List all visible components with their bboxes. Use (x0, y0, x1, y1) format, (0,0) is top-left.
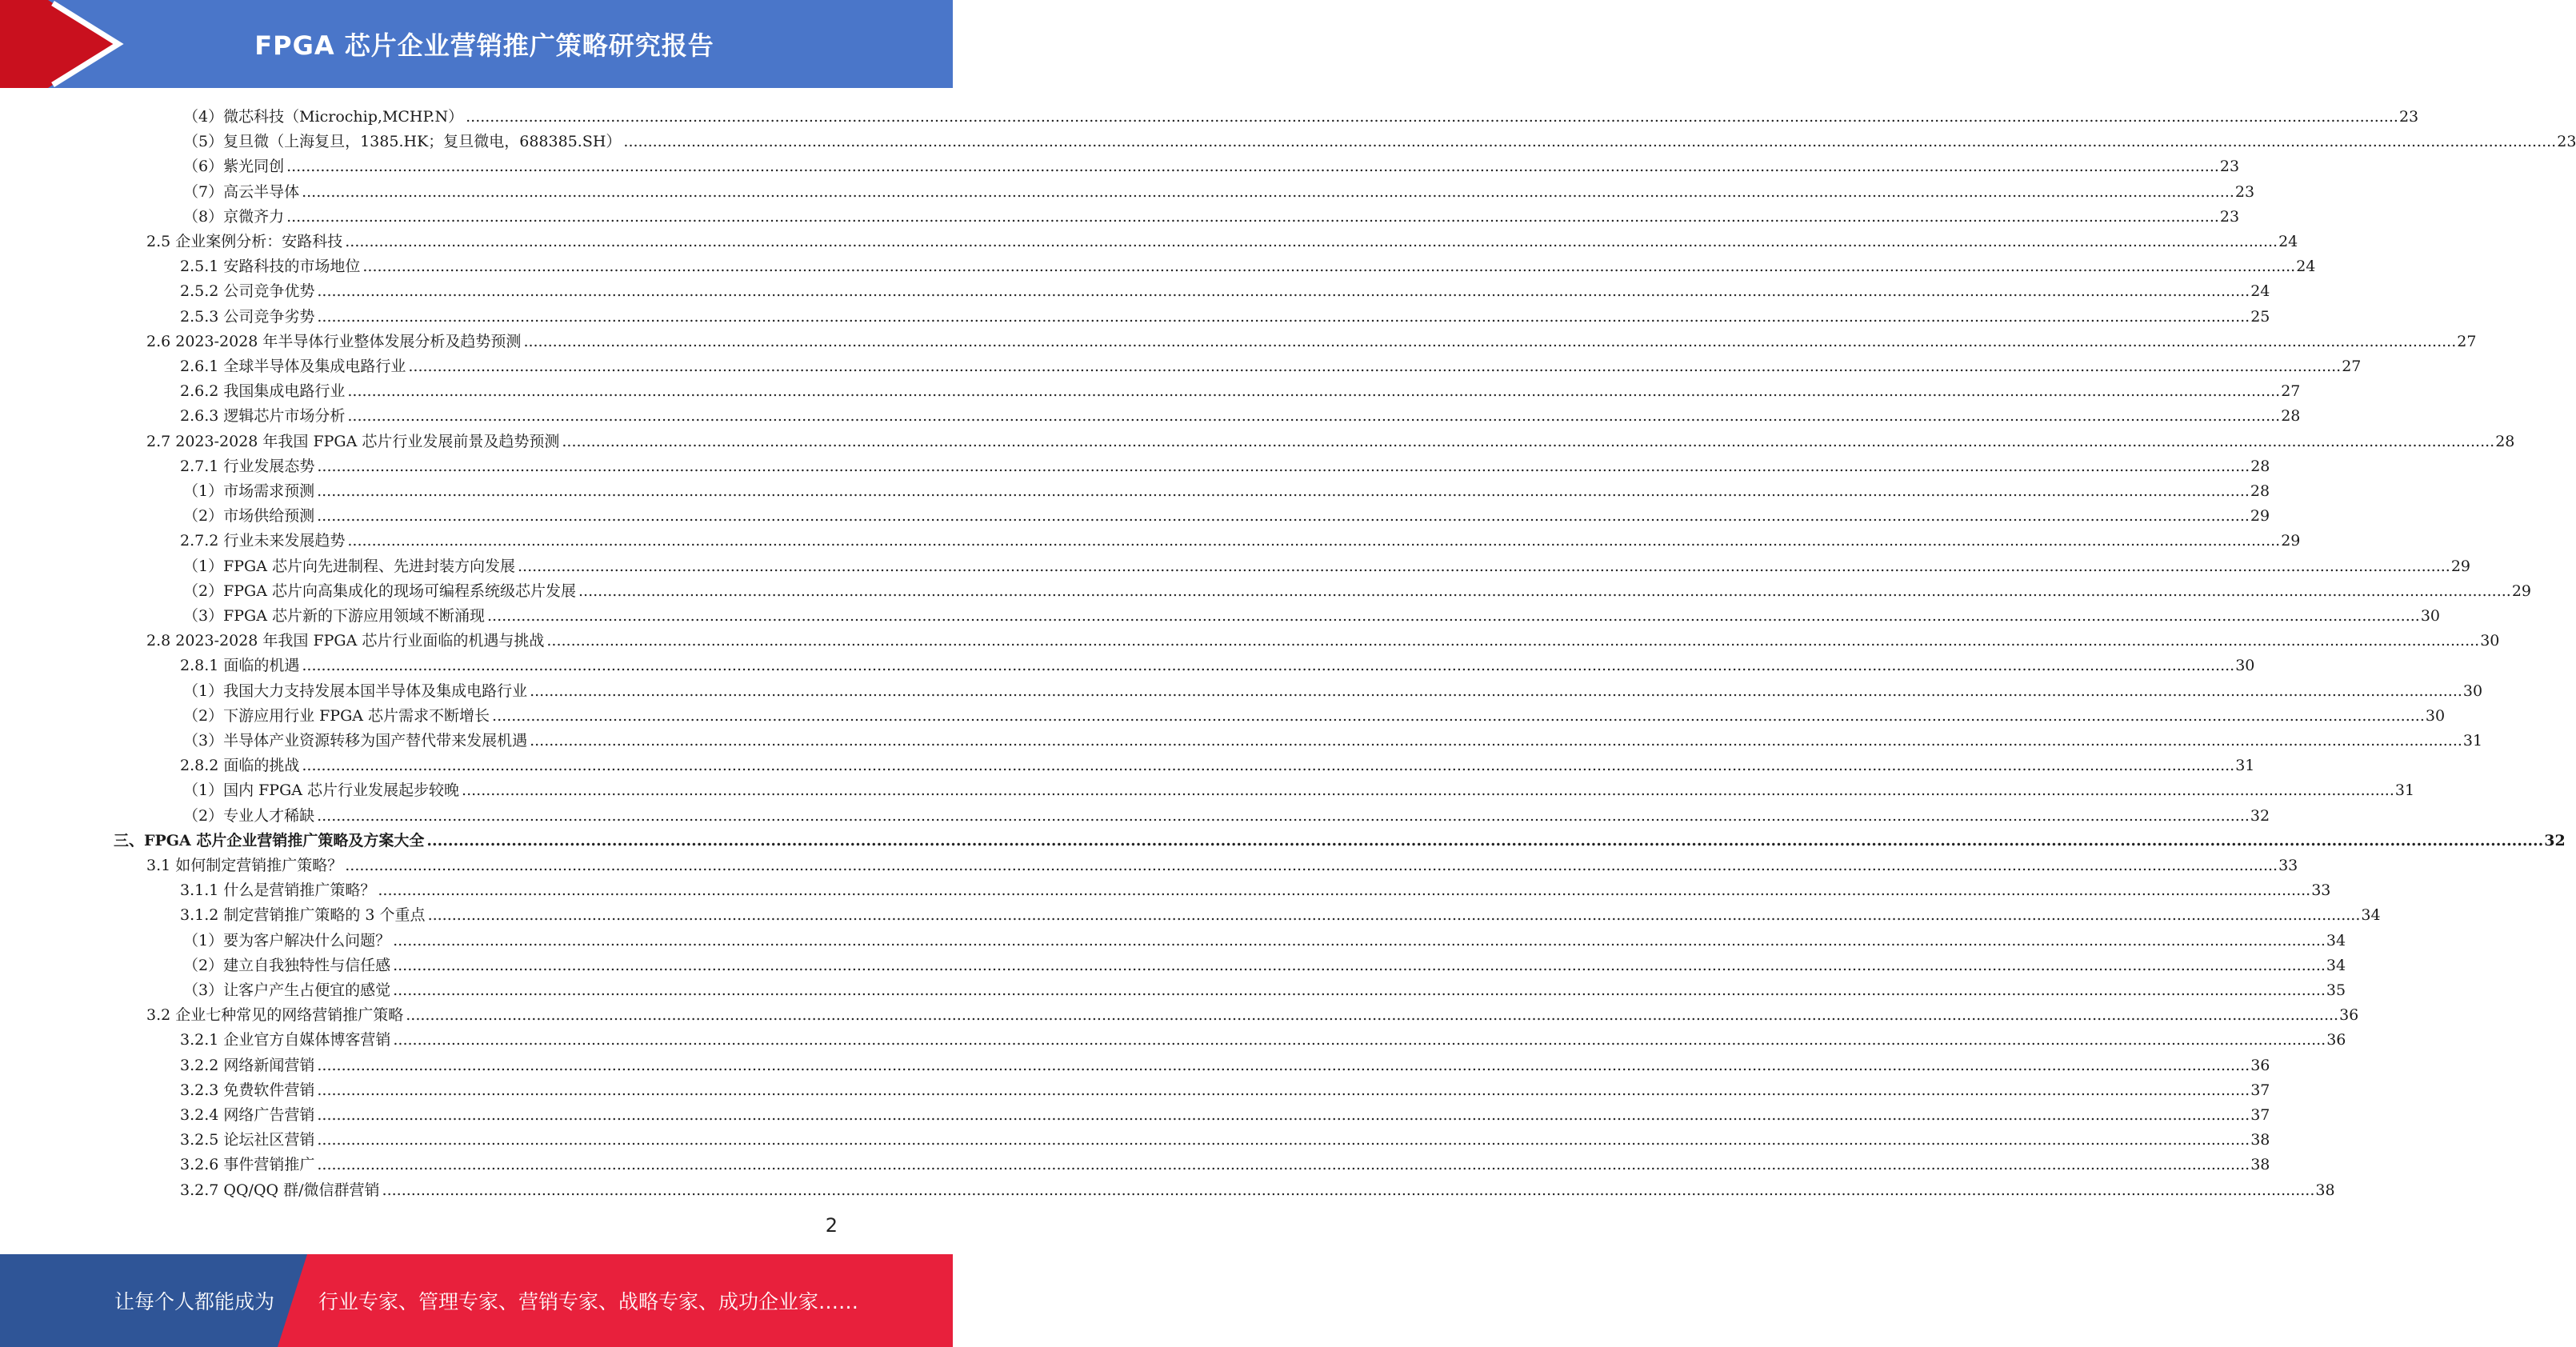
toc-entry-title: 3.2.2 网络新闻营销 (180, 1056, 315, 1074)
toc-entry-title: 2.6.1 全球半导体及集成电路行业 (180, 358, 406, 375)
toc-entry-title: （4）微芯科技（Microchip,MCHP.N） (183, 108, 464, 126)
toc-entry-page: 29 (2250, 507, 2270, 526)
toc-leader-dots: ................................................................................................................................................................................................................................................................................................................................................................................................................ (362, 258, 2296, 276)
toc-entry[interactable] (180, 1125, 2270, 1149)
toc-leader-dots: ................................................................................................................................................................................................................................................................................................................................................................................................................ (317, 1131, 2250, 1149)
toc-leader-dots: ................................................................................................................................................................................................................................................................................................................................................................................................................ (466, 108, 2398, 126)
toc-entry-title: 2.5.3 公司竞争劣势 (180, 307, 315, 326)
toc-entry-title: （1）市场需求预测 (183, 482, 315, 500)
toc-entry[interactable] (183, 202, 2240, 226)
toc-entry-page: 30 (2425, 706, 2446, 725)
toc-entry-title: 2.6 2023-2028 年半导体行业整体发展分析及趋势预测 (146, 332, 522, 350)
toc-entry[interactable] (183, 801, 2270, 825)
toc-leader-dots: ................................................................................................................................................................................................................................................................................................................................................................................................................ (347, 407, 2281, 426)
toc-entry-title: 2.6.3 逻辑芯片市场分析 (180, 407, 346, 426)
toc-entry-title: 3.2.1 企业官方自媒体博客营销 (180, 1031, 391, 1049)
toc-entry-page: 37 (2250, 1106, 2270, 1124)
toc-leader-dots: ................................................................................................................................................................................................................................................................................................................................................................................................................ (393, 956, 2326, 974)
toc-leader-dots: ................................................................................................................................................................................................................................................................................................................................................................................................................ (492, 706, 2425, 725)
toc-entry[interactable] (183, 676, 2483, 701)
toc-leader-dots: ................................................................................................................................................................................................................................................................................................................................................................................................................ (393, 981, 2326, 999)
toc-entry-page: 34 (2326, 956, 2346, 974)
toc-entry-page: 33 (2311, 881, 2331, 900)
toc-entry-page: 27 (2342, 358, 2362, 375)
toc-entry-page: 36 (2250, 1056, 2270, 1074)
toc-entry-page: 31 (2462, 732, 2483, 749)
header-title: FPGA 芯片企业营销推广策略研究报告 (254, 30, 714, 61)
page-footer (0, 1254, 953, 1347)
toc-entry[interactable] (183, 925, 2346, 950)
toc-entry[interactable] (180, 376, 2301, 401)
toc-entry-page: 31 (2235, 757, 2255, 775)
toc-entry-title: （6）紫光同创 (183, 158, 285, 176)
toc-leader-dots: ................................................................................................................................................................................................................................................................................................................................................................................................................ (393, 1031, 2326, 1049)
toc-entry-page: 29 (2450, 557, 2471, 575)
toc-entry-page: 37 (2250, 1081, 2270, 1099)
toc-entry-title: 2.7.2 行业未来发展趋势 (180, 532, 346, 550)
toc-entry-page: 33 (2278, 857, 2298, 874)
toc-entry-title: （8）京微齐力 (183, 207, 285, 226)
toc-entry[interactable] (180, 1100, 2270, 1125)
toc-entry-title: 2.5 企业案例分析：安路科技 (146, 233, 343, 250)
toc-entry[interactable] (180, 401, 2301, 426)
toc-entry-title: （5）复旦微（上海复旦，1385.HK；复旦微电，688385.SH） (183, 133, 622, 151)
toc-entry-title: 2.8 2023-2028 年我国 FPGA 芯片行业面临的机遇与挑战 (146, 632, 545, 650)
toc-entry-title: 2.8.2 面临的挑战 (180, 757, 300, 775)
toc-entry-page: 24 (2278, 233, 2298, 250)
toc-entry-page: 23 (2557, 133, 2576, 151)
toc-entry-title: 3.2.3 免费软件营销 (180, 1081, 315, 1099)
toc-leader-dots: ................................................................................................................................................................................................................................................................................................................................................................................................................ (286, 207, 2219, 226)
toc-entry[interactable] (114, 825, 2566, 850)
toc-leader-dots: ................................................................................................................................................................................................................................................................................................................................................................................................................ (317, 1056, 2250, 1074)
toc-entry[interactable] (180, 1175, 2335, 1200)
page-number: 2 (825, 1214, 838, 1237)
toc-leader-dots: ................................................................................................................................................................................................................................................................................................................................................................................................................ (302, 657, 2235, 675)
toc-entry[interactable] (180, 451, 2270, 476)
toc-leader-dots: ................................................................................................................................................................................................................................................................................................................................................................................................................ (317, 282, 2250, 301)
toc-entry-title: 3.1.1 什么是营销推广策略？ (180, 881, 376, 900)
toc-leader-dots: ................................................................................................................................................................................................................................................................................................................................................................................................................ (317, 1106, 2250, 1124)
toc-entry-page: 24 (2296, 258, 2316, 276)
toc-entry[interactable] (183, 551, 2471, 576)
toc-entry[interactable] (180, 1075, 2270, 1100)
toc-entry-title: 3.2.7 QQ/QQ 群/微信群营销 (180, 1181, 380, 1199)
toc-entry-title: 2.7.1 行业发展态势 (180, 457, 315, 475)
toc-leader-dots: ................................................................................................................................................................................................................................................................................................................................................................................................................ (302, 757, 2235, 775)
toc-entry-page: 29 (2281, 532, 2301, 550)
toc-leader-dots: ................................................................................................................................................................................................................................................................................................................................................................................................................ (408, 358, 2342, 375)
toc-entry-title: 2.5.1 安路科技的市场地位 (180, 258, 361, 276)
toc-entry[interactable] (180, 251, 2316, 276)
toc-entry[interactable] (180, 900, 2381, 925)
toc-leader-dots: ................................................................................................................................................................................................................................................................................................................................................................................................................ (530, 732, 2462, 749)
toc-entry-title: 2.8.1 面临的机遇 (180, 657, 300, 675)
toc-entry-title: 3.2.5 论坛社区营销 (180, 1131, 315, 1149)
toc-leader-dots: ................................................................................................................................................................................................................................................................................................................................................................................................................ (462, 781, 2394, 800)
footer-slogan-left: 让每个人都能成为 (114, 1290, 275, 1313)
toc-entry-title: 3.1.2 制定营销推广策略的 3 个重点 (180, 906, 426, 925)
toc-entry[interactable] (146, 426, 2515, 451)
toc-entry-title: （1）国内 FPGA 芯片行业发展起步较晚 (183, 781, 460, 800)
toc-entry-page: 28 (2281, 407, 2301, 426)
toc-entry-title: 3.1 如何制定营销推广策略？ (146, 857, 343, 874)
toc-entry-title: （1）FPGA 芯片向先进制程、先进封装方向发展 (183, 557, 515, 575)
toc-entry-title: （3）半导体产业资源转移为国产替代带来发展机遇 (183, 732, 528, 749)
toc-entry-page: 32 (2250, 806, 2270, 825)
toc-entry-title: （2）专业人才稀缺 (183, 806, 315, 825)
toc-entry-page: 38 (2315, 1181, 2335, 1199)
toc-entry[interactable] (180, 1050, 2270, 1075)
toc-entry[interactable] (180, 276, 2270, 301)
toc-entry[interactable] (183, 126, 2576, 151)
toc-entry-page: 23 (2219, 207, 2240, 226)
toc-entry[interactable] (146, 226, 2298, 251)
toc-entry[interactable] (183, 177, 2255, 202)
toc-entry-page: 34 (2361, 906, 2381, 925)
toc-entry[interactable] (183, 725, 2483, 750)
toc-entry[interactable] (180, 351, 2362, 376)
toc-entry-page: 23 (2234, 182, 2255, 201)
toc-entry-page: 27 (2281, 382, 2301, 401)
toc-entry-title: （7）高云半导体 (183, 182, 300, 201)
toc-entry[interactable] (180, 750, 2255, 775)
toc-leader-dots: ................................................................................................................................................................................................................................................................................................................................................................................................................ (623, 133, 2557, 151)
toc-leader-dots: ................................................................................................................................................................................................................................................................................................................................................................................................................ (347, 382, 2281, 401)
toc-leader-dots: ................................................................................................................................................................................................................................................................................................................................................................................................................ (345, 233, 2278, 250)
toc-entry[interactable] (183, 151, 2240, 176)
toc-entry-page: 28 (2250, 457, 2270, 475)
toc-entry-title: 三、FPGA 芯片企业营销推广策略及方案大全 (114, 831, 425, 849)
toc-entry[interactable] (183, 476, 2270, 501)
toc-entry-page: 34 (2326, 931, 2346, 949)
toc-entry-page: 32 (2544, 831, 2566, 849)
toc-entry-title: （1）要为客户解决什么问题？ (183, 931, 391, 949)
toc-entry-page: 25 (2250, 307, 2270, 326)
toc-entry[interactable] (180, 1025, 2346, 1049)
toc-entry-title: （1）我国大力支持发展本国半导体及集成电路行业 (183, 681, 528, 700)
toc-leader-dots: ................................................................................................................................................................................................................................................................................................................................................................................................................ (317, 507, 2250, 526)
toc-leader-dots: ................................................................................................................................................................................................................................................................................................................................................................................................................ (562, 432, 2495, 450)
toc-leader-dots: ................................................................................................................................................................................................................................................................................................................................................................................................................ (393, 931, 2326, 949)
toc-entry[interactable] (183, 950, 2346, 975)
toc-leader-dots: ................................................................................................................................................................................................................................................................................................................................................................................................................ (427, 906, 2361, 925)
toc-entry-page: 36 (2339, 1006, 2359, 1025)
toc-leader-dots: ................................................................................................................................................................................................................................................................................................................................................................................................................ (578, 582, 2511, 600)
toc-entry[interactable] (183, 775, 2415, 800)
toc-entry-title: 2.5.2 公司竞争优势 (180, 282, 315, 301)
toc-entry[interactable] (183, 576, 2532, 601)
toc-entry-page: 24 (2250, 282, 2270, 301)
toc-entry-page: 27 (2457, 332, 2477, 350)
toc-entry[interactable] (180, 1149, 2270, 1174)
toc-entry-title: 3.2 企业七种常见的网络营销推广策略 (146, 1006, 404, 1025)
toc-leader-dots: ................................................................................................................................................................................................................................................................................................................................................................................................................ (382, 1181, 2315, 1199)
toc-entry-page: 30 (2235, 657, 2255, 675)
toc-entry-page: 28 (2495, 432, 2515, 450)
toc-entry-page: 36 (2326, 1031, 2346, 1049)
toc-entry-page: 23 (2219, 158, 2240, 176)
toc-entry-title: （2）建立自我独特性与信任感 (183, 956, 391, 974)
toc-entry[interactable] (183, 102, 2419, 126)
toc-entry[interactable] (146, 626, 2500, 650)
toc-entry-page: 29 (2511, 582, 2532, 600)
toc-leader-dots: ................................................................................................................................................................................................................................................................................................................................................................................................................ (317, 457, 2250, 475)
toc-entry[interactable] (183, 501, 2270, 526)
page-header (0, 0, 953, 88)
toc-entry-page: 38 (2250, 1156, 2270, 1174)
toc-leader-dots: ................................................................................................................................................................................................................................................................................................................................................................................................................ (317, 806, 2250, 825)
toc-leader-dots: ................................................................................................................................................................................................................................................................................................................................................................................................................ (530, 681, 2462, 700)
toc-entry-page: 31 (2394, 781, 2415, 800)
toc-entry-page: 28 (2250, 482, 2270, 500)
toc-leader-dots: ................................................................................................................................................................................................................................................................................................................................................................................................................ (406, 1006, 2339, 1025)
toc-entry-page: 35 (2326, 981, 2346, 999)
toc-entry[interactable] (146, 326, 2477, 351)
toc-leader-dots: ................................................................................................................................................................................................................................................................................................................................................................................................................ (286, 158, 2219, 176)
toc-entry-page: 23 (2398, 108, 2419, 126)
toc-entry-page: 30 (2462, 681, 2483, 700)
toc-leader-dots: ................................................................................................................................................................................................................................................................................................................................................................................................................ (518, 557, 2450, 575)
toc-entry[interactable] (180, 302, 2270, 326)
toc-leader-dots: ................................................................................................................................................................................................................................................................................................................................................................................................................ (317, 1081, 2250, 1099)
toc-entry[interactable] (183, 701, 2446, 725)
toc-leader-dots: ................................................................................................................................................................................................................................................................................................................................................................................................................ (487, 607, 2420, 625)
toc-entry-title: （3）FPGA 芯片新的下游应用领域不断涌现 (183, 607, 485, 625)
toc-entry[interactable] (180, 526, 2301, 550)
toc-leader-dots: ................................................................................................................................................................................................................................................................................................................................................................................................................ (378, 881, 2311, 900)
toc-entry[interactable] (146, 850, 2298, 875)
toc-entry-page: 38 (2250, 1131, 2270, 1149)
toc-entry-title: 2.6.2 我国集成电路行业 (180, 382, 346, 401)
toc-leader-dots: ................................................................................................................................................................................................................................................................................................................................................................................................................ (347, 532, 2281, 550)
toc-entry-title: 3.2.4 网络广告营销 (180, 1106, 315, 1124)
toc-entry-title: 3.2.6 事件营销推广 (180, 1156, 315, 1174)
toc-entry[interactable] (180, 650, 2255, 675)
toc-leader-dots: ................................................................................................................................................................................................................................................................................................................................................................................................................ (302, 182, 2234, 201)
toc-leader-dots: ................................................................................................................................................................................................................................................................................................................................................................................................................ (317, 307, 2250, 326)
toc-entry-title: （3）让客户产生占便宜的感觉 (183, 981, 391, 999)
footer-slogan-right: 行业专家、管理专家、营销专家、战略专家、成功企业家…… (318, 1290, 859, 1313)
toc-entry-page: 30 (2420, 607, 2441, 625)
toc-leader-dots: ................................................................................................................................................................................................................................................................................................................................................................................................................ (426, 831, 2544, 849)
toc-entry-title: 2.7 2023-2028 年我国 FPGA 芯片行业发展前景及趋势预测 (146, 432, 560, 450)
toc-entry[interactable] (180, 875, 2331, 900)
toc-entry[interactable] (183, 975, 2346, 1000)
toc-entry[interactable] (146, 1000, 2359, 1025)
toc-leader-dots: ................................................................................................................................................................................................................................................................................................................................................................................................................ (523, 332, 2457, 350)
toc-entry-title: （2）市场供给预测 (183, 507, 315, 526)
toc-leader-dots: ................................................................................................................................................................................................................................................................................................................................................................................................................ (345, 857, 2278, 874)
toc-entry-title: （2）下游应用行业 FPGA 芯片需求不断增长 (183, 706, 490, 725)
toc-leader-dots: ................................................................................................................................................................................................................................................................................................................................................................................................................ (317, 482, 2250, 500)
toc-entry-page: 30 (2480, 632, 2500, 650)
toc-leader-dots: ................................................................................................................................................................................................................................................................................................................................................................................................................ (546, 632, 2480, 650)
toc-entry-title: （2）FPGA 芯片向高集成化的现场可编程系统级芯片发展 (183, 582, 576, 600)
toc-leader-dots: ................................................................................................................................................................................................................................................................................................................................................................................................................ (317, 1156, 2250, 1174)
toc-entry[interactable] (183, 601, 2441, 626)
